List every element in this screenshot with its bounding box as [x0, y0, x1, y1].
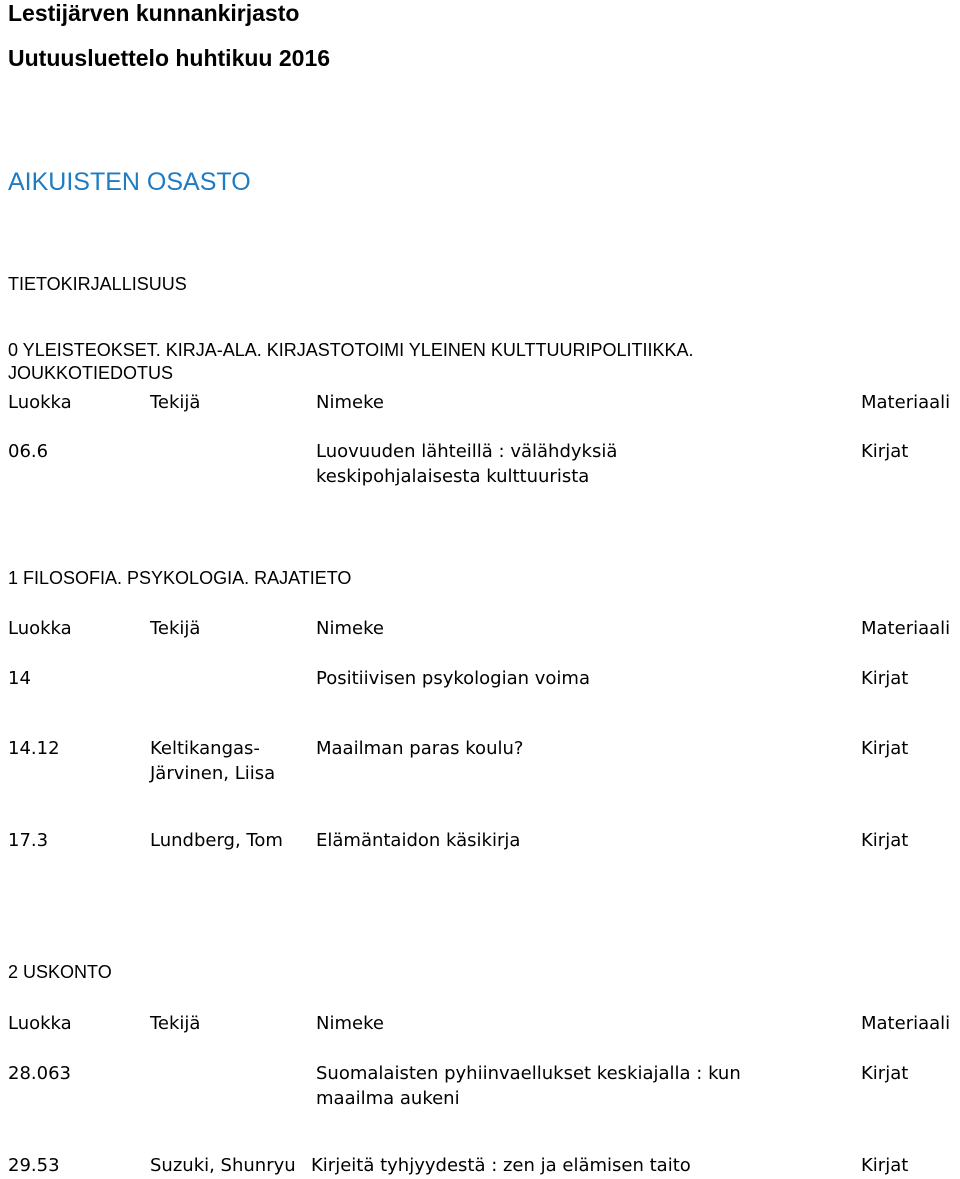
- column-header-luokka: Luokka: [8, 618, 72, 639]
- section-heading-0-line1: 0 YLEISTEOKSET. KIRJA-ALA. KIRJASTOTOIMI YLEINEN KULTTUURIPOLITIIKKA.: [8, 340, 694, 360]
- list-title: Uutuusluettelo huhtikuu 2016: [8, 45, 331, 71]
- row-nimeke-line2: keskipohjalaisesta kulttuurista: [316, 466, 590, 487]
- column-header-nimeke: Nimeke: [316, 1013, 384, 1034]
- row-nimeke-line1: Elämäntaidon käsikirja: [316, 830, 521, 851]
- column-header-materiaali: Materiaali: [861, 618, 951, 639]
- column-header-tekija: Tekijä: [150, 1013, 201, 1034]
- row-tekija-line1: Suzuki, Shunryu: [150, 1155, 296, 1176]
- column-header-materiaali: Materiaali: [861, 1013, 951, 1034]
- row-nimeke-line2: maailma aukeni: [316, 1088, 460, 1109]
- row-tekija-line2: Järvinen, Liisa: [150, 763, 276, 784]
- column-header-nimeke: Nimeke: [316, 618, 384, 639]
- library-name: Lestijärven kunnankirjasto: [8, 0, 300, 26]
- column-header-materiaali: Materiaali: [861, 392, 951, 413]
- row-luokka: 14: [8, 668, 31, 689]
- column-header-nimeke: Nimeke: [316, 392, 384, 413]
- row-materiaali: Kirjat: [861, 738, 909, 759]
- row-luokka: 06.6: [8, 441, 49, 462]
- row-luokka: 14.12: [8, 738, 60, 759]
- column-header-tekija: Tekijä: [150, 392, 201, 413]
- row-nimeke-line1: Luovuuden lähteillä : välähdyksiä: [316, 441, 618, 462]
- column-header-luokka: Luokka: [8, 392, 72, 413]
- section-heading-2: 2 USKONTO: [8, 962, 112, 982]
- row-tekija-line1: Lundberg, Tom: [150, 830, 283, 851]
- row-materiaali: Kirjat: [861, 441, 909, 462]
- column-header-luokka: Luokka: [8, 1013, 72, 1034]
- row-tekija-line1: Keltikangas-: [150, 738, 260, 759]
- row-luokka: 28.063: [8, 1063, 71, 1084]
- category-heading: TIETOKIRJALLISUUS: [8, 274, 187, 294]
- row-nimeke-line1: Kirjeitä tyhjyydestä : zen ja elämisen taito: [311, 1155, 691, 1176]
- department-heading: AIKUISTEN OSASTO: [8, 168, 251, 196]
- section-heading-0-line2: JOUKKOTIEDOTUS: [8, 363, 174, 383]
- row-materiaali: Kirjat: [861, 668, 909, 689]
- row-luokka: 17.3: [8, 830, 49, 851]
- row-materiaali: Kirjat: [861, 1063, 909, 1084]
- row-materiaali: Kirjat: [861, 1155, 909, 1176]
- row-materiaali: Kirjat: [861, 830, 909, 851]
- row-luokka: 29.53: [8, 1155, 60, 1176]
- row-nimeke-line1: Positiivisen psykologian voima: [316, 668, 590, 689]
- row-nimeke-line1: Suomalaisten pyhiinvaellukset keskiajalla : kun: [316, 1063, 741, 1084]
- section-heading-1: 1 FILOSOFIA. PSYKOLOGIA. RAJATIETO: [8, 568, 352, 588]
- row-nimeke-line1: Maailman paras koulu?: [316, 738, 524, 759]
- column-header-tekija: Tekijä: [150, 618, 201, 639]
